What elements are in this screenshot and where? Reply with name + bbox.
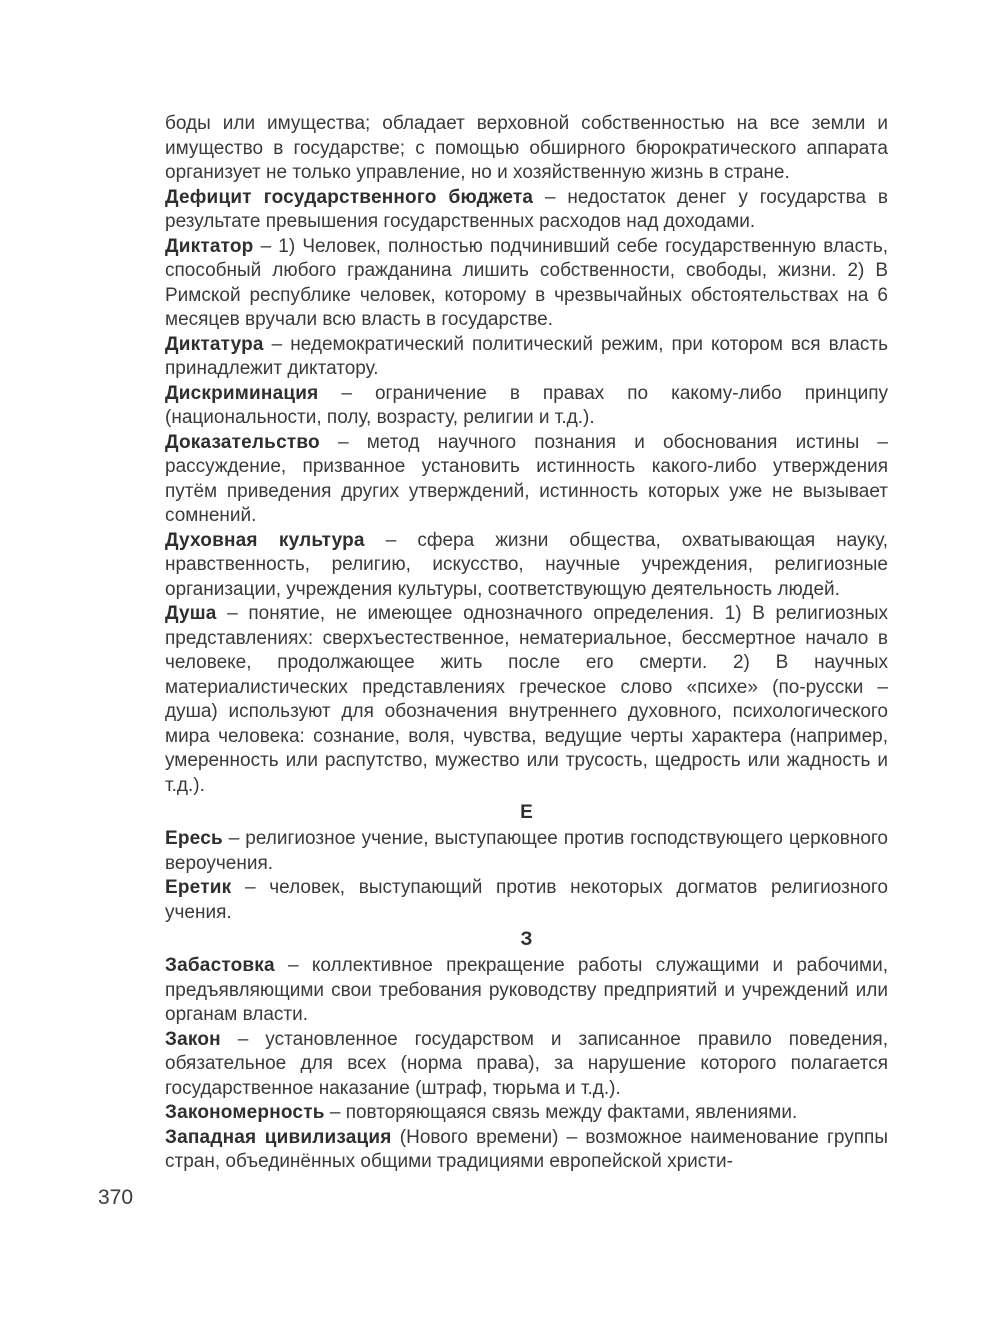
- entry-term: Дискриминация: [165, 382, 319, 404]
- entry-definition: – понятие, не имеющее однозначного определения. 1) В религиозных представлениях: сверхъестественное, нематериальное, бессмертное начало в человеке, продолжающее жить после его смерти. 2) В научных материалистических представлениях греческое слово «психе» (по-русски – душа) используют для обозначения внутреннего духовного, психологического мира человека: сознание, воля, чувства, ведущие черты характера (например, умеренность или распутство, мужество или трусость, щедрость или жадность и т.д.).: [165, 603, 888, 796]
- paragraph-text: боды или имущества; обладает верховной собственностью на все земли и имущество в государстве; с помощью обширного бюрократического аппарата организует не только управление, но и хозяйственную жизнь в стране.: [165, 113, 888, 183]
- entry-definition: – недостаток денег у государства в результате превышения государственных расходов над доходами.: [165, 186, 888, 232]
- entry-definition: – человек, выступающий против некоторых догматов религиозного учения.: [165, 877, 888, 923]
- entry-term: Забастовка: [165, 955, 275, 976]
- entry-definition: – сфера жизни общества, охватывающая науку, нравственность, религию, искусство, научные учреждения, религиозные организации, учреждения культуры, соответствующую деятельность людей.: [165, 529, 888, 600]
- glossary-entry: [165, 382, 888, 431]
- entry-term: Закономерность: [165, 1102, 325, 1123]
- entry-term: Диктатор: [165, 235, 254, 257]
- glossary-entry: [165, 333, 888, 382]
- glossary-entry: [165, 186, 888, 235]
- entry-definition: – коллективное прекращение работы служащими и рабочими, предъявляющими свои требования руководству предприятий и учреждений или органам власти.: [165, 955, 888, 1025]
- entry-definition: – установленное государством и записанное правило поведения, обязательное для всех (норма права), за нарушение которого полагается государственное наказание (штраф, тюрьма и т.д.).: [165, 1028, 888, 1099]
- continuation-paragraph: [165, 112, 888, 186]
- entry-definition: – религиозное учение, выступающее против господствующего церковного вероучения.: [165, 828, 888, 874]
- entry-definition: (Нового времени) – возможное наименование группы стран, объединённых общими традициями европейской христи-: [165, 1126, 888, 1172]
- glossary-entry: [165, 1126, 888, 1175]
- entry-definition: – повторяющаяся связь между фактами, явлениями.: [324, 1102, 798, 1123]
- page-number: 370: [98, 1186, 134, 1209]
- entry-term: Доказательство: [165, 431, 320, 453]
- section-letter: Е: [520, 802, 533, 823]
- glossary-entry: [165, 235, 888, 333]
- glossary-entry: [165, 1101, 888, 1126]
- entry-definition: – 1) Человек, полностью подчинивший себе государственную власть, способный любого гражданина лишить собственности, свободы, жизни. 2) В Римской республике человек, которому в чрезвычайных обстоятельствах на 6 месяцев вручали всю власть в государстве.: [165, 235, 888, 330]
- entry-definition: – ограничение в правах по какому-либо принципу (национальности, полу, возрасту, религии и т.д.).: [165, 382, 888, 428]
- glossary-entry: [165, 529, 888, 603]
- glossary-entry: [165, 827, 888, 876]
- glossary-entry: [165, 1028, 888, 1102]
- section-letter: З: [520, 929, 533, 950]
- entry-term: Диктатура: [165, 333, 264, 355]
- entry-term: Душа: [165, 603, 217, 624]
- entry-definition: – метод научного познания и обоснования истины – рассуждение, призванное установить истинность какого-либо утверждения путём приведения других утверждений, истинность которых уже не вызывает сомнений.: [165, 431, 888, 526]
- entry-term: Духовная культура: [165, 529, 365, 551]
- glossary-text: [165, 112, 888, 1175]
- glossary-entry: [165, 431, 888, 529]
- entry-definition: – недемократический политический режим, при котором вся власть принадлежит диктатору.: [165, 333, 888, 379]
- entry-term: Ересь: [165, 828, 223, 849]
- entry-term: Западная цивилизация: [165, 1126, 392, 1148]
- entry-term: Еретик: [165, 877, 232, 898]
- glossary-entry: [165, 876, 888, 925]
- glossary-entry: [165, 954, 888, 1028]
- entry-term: Закон: [165, 1028, 221, 1050]
- glossary-entry: [165, 602, 888, 798]
- entry-term: Дефицит государственного бюджета: [165, 186, 534, 208]
